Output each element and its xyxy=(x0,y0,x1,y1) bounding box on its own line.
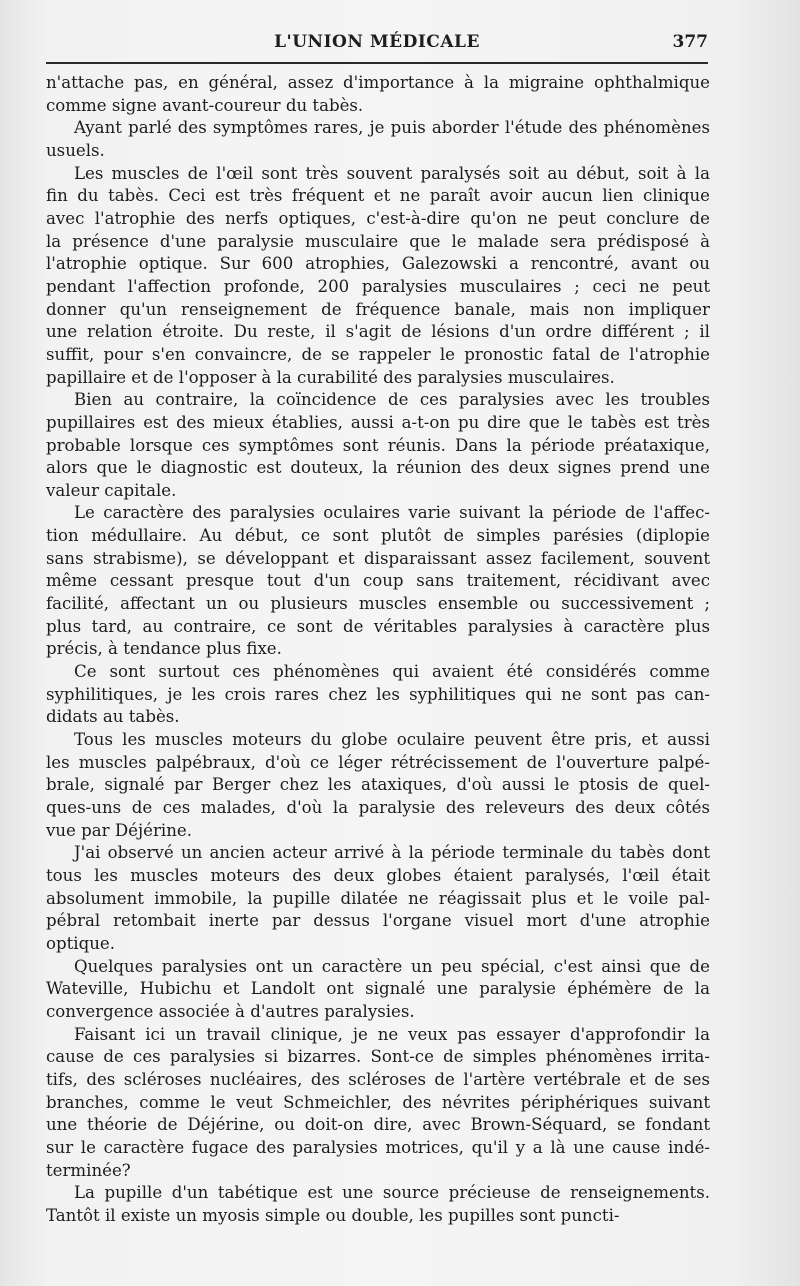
text-line: Faisant ici un travail clinique, je ne veux pas essayer d'approfondir la xyxy=(74,1024,710,1044)
paragraph xyxy=(46,956,710,1024)
text-line: une théorie de Déjérine, ou doit-on dire, avec Brown-Séquard, se fondant xyxy=(46,1115,710,1135)
text-line: Le caractère des paralysies oculaires varie suivant la période de l'affec- xyxy=(74,503,710,523)
paragraph xyxy=(46,1182,710,1227)
text-line: tion médullaire. Au début, ce sont plutôt de simples parésies (diplopie xyxy=(46,526,710,546)
text-line: Quelques paralysies ont un caractère un peu spécial, c'est ainsi que de xyxy=(74,956,710,976)
text-line: les muscles palpébraux, d'où ce léger rétrécissement de l'ouverture palpé- xyxy=(46,752,710,772)
text-line: tous les muscles moteurs des deux globes étaient paralysés, l'œil était xyxy=(46,865,710,885)
paragraph xyxy=(46,389,710,502)
text-line: absolument immobile, la pupille dilatée ne réagissait plus et le voile pal- xyxy=(46,888,710,908)
text-line: fin du tabès. Ceci est très fréquent et ne paraît avoir aucun lien clinique xyxy=(46,186,710,206)
text-line: brale, signalé par Berger chez les ataxiques, d'où aussi le ptosis de quel- xyxy=(46,775,710,795)
text-line: précis, à tendance plus fixe. xyxy=(46,639,282,659)
text-line: suffit, pour s'en convaincre, de se rappeler le pronostic fatal de l'atrophie xyxy=(46,344,710,364)
text-line: avec l'atrophie des nerfs optiques, c'est-à-dire qu'on ne peut conclure de xyxy=(46,208,710,228)
text-line: usuels. xyxy=(46,140,105,160)
text-line: J'ai observé un ancien acteur arrivé à la période terminale du tabès dont xyxy=(74,843,710,863)
text-line: tifs, des scléroses nucléaires, des scléroses de l'artère vertébrale et de ses xyxy=(46,1069,710,1089)
text-line: ques-uns de ces malades, d'où la paralysie des releveurs des deux côtés xyxy=(46,798,710,817)
text-line: alors que le diagnostic est douteux, la réunion des deux signes prend une xyxy=(46,458,710,478)
text-line: l'atrophie optique. Sur 600 atrophies, Galezowski a rencontré, avant ou xyxy=(46,254,710,274)
text-line: pébral retombait inerte par dessus l'organe visuel mort d'une atrophie xyxy=(46,911,710,931)
paragraph xyxy=(46,502,710,661)
text-line: Ayant parlé des symptômes rares, je puis aborder l'étude des phénomènes xyxy=(74,118,710,138)
text-line: facilité, affectant un ou plusieurs muscles ensemble ou successivement ; xyxy=(46,594,710,614)
paragraph xyxy=(46,117,710,162)
text-line: terminée? xyxy=(46,1160,131,1180)
text-line: optique. xyxy=(46,933,115,953)
paragraph xyxy=(46,729,710,842)
header-rule xyxy=(46,62,708,64)
article-body xyxy=(46,72,710,1227)
text-line: didats au tabès. xyxy=(46,707,180,727)
text-line: Wateville, Hubichu et Landolt ont signalé une paralysie éphémère de la xyxy=(46,979,710,999)
page-header xyxy=(46,28,708,58)
paragraph xyxy=(46,72,710,117)
text-line: plus tard, au contraire, ce sont de véritables paralysies à caractère plus xyxy=(46,616,710,636)
text-line: convergence associée à d'autres paralysies. xyxy=(46,1001,415,1021)
text-line: n'attache pas, en général, assez d'importance à la migraine ophthalmique xyxy=(46,73,710,92)
text-line: donner qu'un renseignement de fréquence banale, mais non impliquer xyxy=(46,299,710,319)
text-line: même cessant presque tout d'un coup sans traitement, récidivant avec xyxy=(46,571,710,591)
text-line: Bien au contraire, la coïncidence de ces paralysies avec les troubles xyxy=(74,390,710,410)
paragraph xyxy=(46,1024,710,1183)
text-line: valeur capitale. xyxy=(46,480,177,500)
text-line: Tous les muscles moteurs du globe oculaire peuvent être pris, et aussi xyxy=(74,730,710,750)
page-number: 377 xyxy=(672,32,708,52)
text-line: une relation étroite. Du reste, il s'agit de lésions d'un ordre différent ; il xyxy=(46,322,710,342)
text-line: comme signe avant-coureur du tabès. xyxy=(46,95,364,115)
paragraph xyxy=(46,661,710,729)
text-line: pendant l'affection profonde, 200 paralysies musculaires ; ceci ne peut xyxy=(46,276,710,296)
paragraph xyxy=(46,163,710,390)
text-line: La pupille d'un tabétique est une source précieuse de renseignements. xyxy=(74,1183,710,1203)
text-line: vue par Déjérine. xyxy=(46,820,192,840)
text-line: cause de ces paralysies si bizarres. Sont-ce de simples phénomènes irrita- xyxy=(46,1047,710,1067)
text-line: Tantôt il existe un myosis simple ou double, les pupilles sont puncti- xyxy=(46,1205,620,1225)
paragraph xyxy=(46,842,710,955)
text-line: syphilitiques, je les crois rares chez les syphilitiques qui ne sont pas can- xyxy=(46,684,710,704)
text-line: pupillaires est des mieux établies, aussi a-t-on pu dire que le tabès est très xyxy=(46,412,710,432)
text-line: branches, comme le veut Schmeichler, des névrites périphériques suivant xyxy=(46,1092,710,1112)
text-line: sur le caractère fugace des paralysies motrices, qu'il y a là une cause indé- xyxy=(46,1137,710,1157)
text-line: sans strabisme), se développant et disparaissant assez facilement, souvent xyxy=(46,548,710,568)
text-line: Les muscles de l'œil sont très souvent paralysés soit au début, soit à la xyxy=(74,163,710,183)
text-line: la présence d'une paralysie musculaire que le malade sera prédisposé à xyxy=(46,231,710,251)
text-line: Ce sont surtout ces phénomènes qui avaient été considérés comme xyxy=(74,662,710,682)
text-line: probable lorsque ces symptômes sont réunis. Dans la période préataxique, xyxy=(46,435,710,455)
running-title: L'UNION MÉDICALE xyxy=(274,32,480,52)
text-line: papillaire et de l'opposer à la curabilité des paralysies musculaires. xyxy=(46,367,615,387)
